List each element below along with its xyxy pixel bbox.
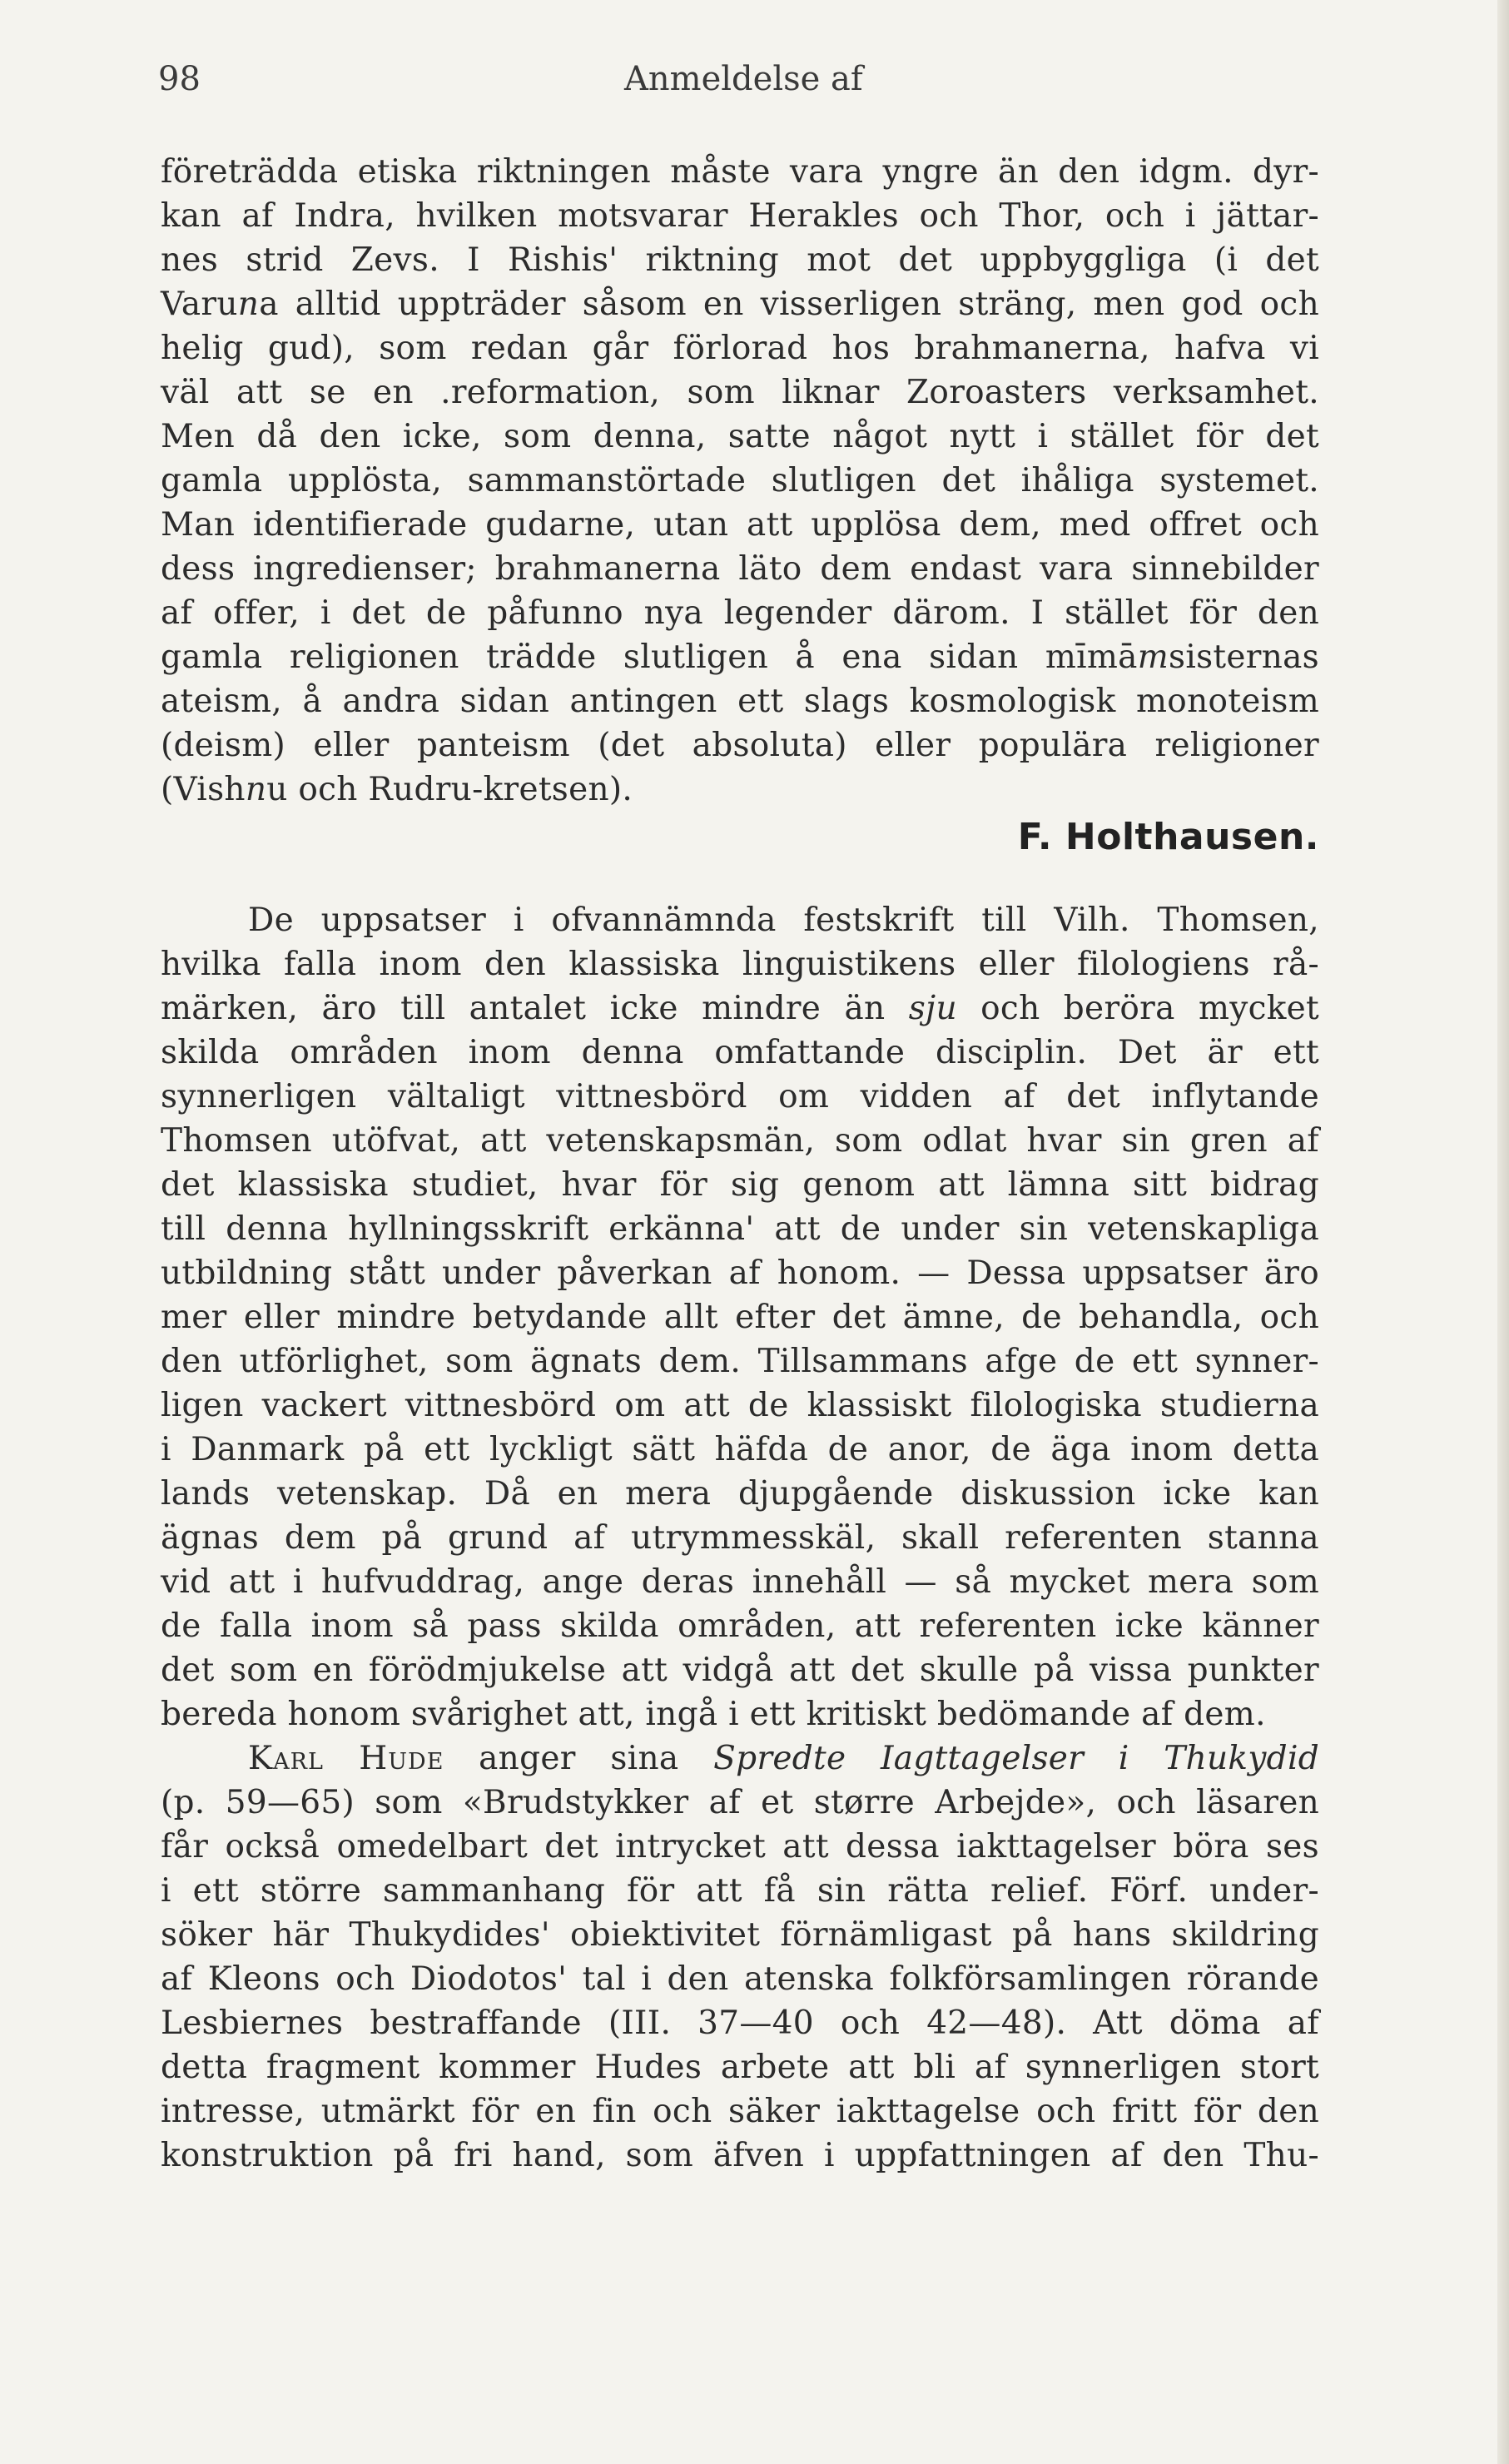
text-line: lands vetenskap. Då en mera djupgående diskussion icke kan: [161, 1475, 1319, 1513]
text-line: väl att se en .reformation, som liknar Zoroasters verksamhet.: [161, 374, 1319, 411]
text-line: företrädda etiska riktningen måste vara yngre än den idgm. dyr-: [161, 153, 1319, 191]
text-line: till denna hyllningsskrift erkänna' att de under sin vetenskapliga: [161, 1210, 1319, 1248]
text-line: gamla upplösta, sammanstörtade slutligen det ihåliga systemet.: [161, 462, 1319, 499]
work-title: Spredte Iagttagelser i Thukydid: [713, 1740, 1319, 1777]
signature-row: [161, 812, 1319, 863]
text-line: Men då den icke, som denna, satte något nytt i stället för det: [161, 418, 1319, 455]
text-line: de falla inom så pass skilda områden, att referenten icke känner: [161, 1607, 1319, 1645]
text-line: skilda områden inom denna omfattande disciplin. Det är ett: [161, 1034, 1319, 1071]
text-line: nes strid Zevs. I Rishis' riktning mot det uppbyggliga (i det: [161, 241, 1319, 279]
text-line: kan af Indra, hvilken motsvarar Herakles och Thor, och i jättar-: [161, 197, 1319, 235]
text-line: Karl Hude anger sina Spredte Iagttagelser i Thukydid: [248, 1740, 1319, 1777]
text-line: (Vishnu och Rudru-kretsen).: [161, 771, 633, 808]
section-gap: [161, 863, 1319, 898]
author-signature: F. Holthausen.: [1017, 816, 1319, 858]
text-line: synnerligen vältaligt vittnesbörd om vidden af det inflytande: [161, 1078, 1319, 1115]
text-line: söker här Thukydides' obiektivitet förnämligast på hans skildring: [161, 1916, 1319, 1954]
text-line: (deism) eller panteism (det absoluta) eller populära religioner: [161, 727, 1319, 764]
text-line: ligen vackert vittnesbörd om att de klassiskt filologiska studierna: [161, 1387, 1319, 1424]
text-line: helig gud), som redan går förlorad hos brahmanerna, hafva vi: [161, 330, 1319, 367]
text-line: den utförlighet, som ägnats dem. Tillsammans afge de ett synner-: [161, 1343, 1319, 1380]
page-edge: [1497, 0, 1509, 2464]
paragraph-2: [161, 898, 1319, 1736]
running-title: Anmeldelse af: [624, 60, 863, 98]
text-line: i Danmark på ett lyckligt sätt häfda de anor, de äga inom detta: [161, 1431, 1319, 1468]
text-line: Thomsen utöfvat, att vetenskapsmän, som odlat hvar sin gren af: [161, 1122, 1319, 1160]
text-line: får också omedelbart det intrycket att dessa iakttagelser böra ses: [161, 1828, 1319, 1865]
text-line: Lesbiernes bestraffande (III. 37—40 och 42—48). Att döma af: [161, 2004, 1319, 2042]
text-line: konstruktion på fri hand, som äfven i uppfattningen af den Thu-: [161, 2137, 1319, 2174]
text-line: vid att i hufvuddrag, ange deras innehåll — så mycket mera som: [161, 1563, 1319, 1601]
text-line: intresse, utmärkt för en fin och säker iakttagelse och fritt för den: [161, 2093, 1319, 2130]
text-line: Varuna alltid uppträder såsom en visserligen sträng, men god och: [161, 286, 1319, 323]
text-line: märken, äro till antalet icke mindre än sju och beröra mycket: [161, 990, 1319, 1027]
text-line: dess ingredienser; brahmanerna läto dem endast vara sinnebilder: [161, 550, 1319, 588]
paragraph-1: [161, 150, 1319, 863]
text-line: i ett större sammanhang för att få sin rätta relief. Förf. under-: [161, 1872, 1319, 1910]
text-line: ateism, å andra sidan antingen ett slags kosmologisk monoteism: [161, 683, 1319, 720]
paragraph-3: [161, 1736, 1319, 2178]
text-line: Man identifierade gudarne, utan att upplösa dem, med offret och: [161, 506, 1319, 544]
text-line: hvilka falla inom den klassiska linguistikens eller filologiens rå-: [161, 946, 1319, 983]
text-line: bereda honom svårighet att, ingå i ett kritiskt bedömande af dem.: [161, 1696, 1266, 1733]
text-line: ägnas dem på grund af utrymmesskäl, skall referenten stanna: [161, 1519, 1319, 1557]
text-line: (p. 59—65) som «Brudstykker af et større Arbejde», och läsaren: [161, 1784, 1319, 1821]
running-head: [158, 60, 1340, 110]
text-line: det klassiska studiet, hvar för sig genom att lämna sitt bidrag: [161, 1166, 1319, 1204]
author-name: Karl Hude: [248, 1740, 444, 1777]
text-line: af Kleons och Diodotos' tal i den atenska folkförsamlingen rörande: [161, 1960, 1319, 1998]
page-number: 98: [158, 60, 201, 98]
text-line: utbildning stått under påverkan af honom. — Dessa uppsatser äro: [161, 1254, 1319, 1292]
body-text: [161, 150, 1319, 2178]
text-line: mer eller mindre betydande allt efter det ämne, de behandla, och: [161, 1299, 1319, 1336]
text-line: gamla religionen trädde slutligen å ena sidan mīmāmsisternas: [161, 638, 1319, 676]
text-line: De uppsatser i ofvannämnda festskrift till Vilh. Thomsen,: [248, 902, 1319, 939]
text-line: af offer, i det de påfunno nya legender därom. I stället för den: [161, 594, 1319, 632]
text-line: det som en förödmjukelse att vidgå att det skulle på vissa punkter: [161, 1652, 1319, 1689]
text-line: detta fragment kommer Hudes arbete att bli af synnerligen stort: [161, 2049, 1319, 2086]
